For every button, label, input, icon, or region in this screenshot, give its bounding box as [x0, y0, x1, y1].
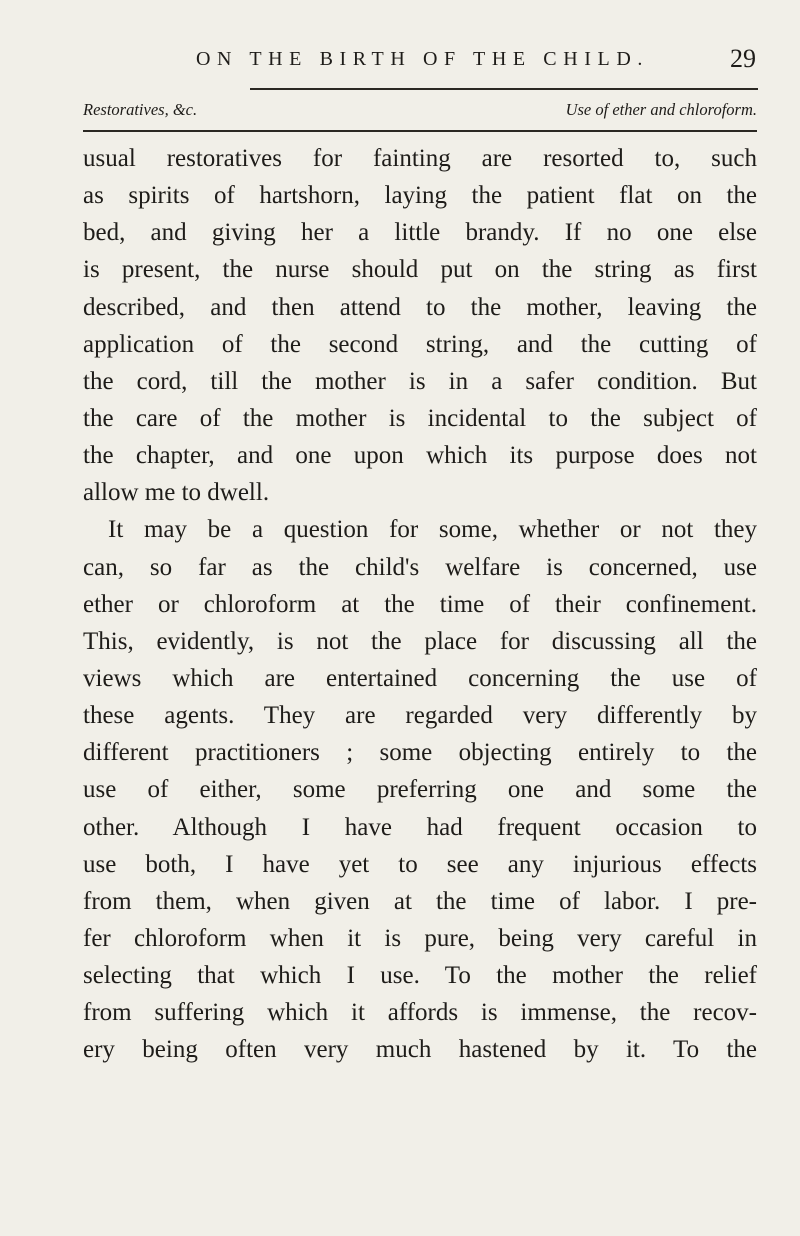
sidenote-left: Restoratives, &c.	[83, 100, 198, 119]
text-line: as spirits of hartshorn, laying the patient flat on the	[83, 182, 757, 210]
text-line: This, evidently, is not the place for discussing all the	[83, 627, 757, 655]
paragraph	[83, 140, 757, 511]
text-line: the chapter, and one upon which its purpose does not	[83, 442, 757, 470]
text-line: from them, when given at the time of labor. I pre-	[83, 887, 757, 915]
header-rule	[250, 88, 758, 90]
text-line: application of the second string, and the cutting of	[83, 330, 757, 358]
text-line: views which are entertained concerning the use of	[83, 664, 757, 692]
running-head	[196, 44, 756, 74]
text-line: is present, the nurse should put on the string as first	[83, 256, 757, 284]
sidenote-right: Use of ether and chloroform.	[565, 100, 757, 119]
text-line: from suffering which it affords is immense, the recov-	[83, 999, 757, 1027]
text-line: other. Although I have had frequent occasion to	[83, 813, 757, 841]
text-line: use of either, some preferring one and some the	[83, 776, 757, 804]
text-line: described, and then attend to the mother, leaving the	[83, 293, 757, 321]
page-number: 29	[730, 44, 756, 73]
text-line: different practitioners ; some objecting entirely to the	[83, 739, 757, 767]
sidenote-bar	[83, 99, 757, 121]
text-line: It may be a question for some, whether or not they	[108, 516, 757, 544]
text-line: use both, I have yet to see any injurious effects	[83, 850, 757, 878]
text-line: can, so far as the child's welfare is concerned, use	[83, 553, 757, 581]
paragraph	[83, 511, 757, 1068]
text-line: usual restoratives for fainting are resorted to, such	[83, 145, 757, 172]
body-text	[83, 140, 757, 1069]
text-line: bed, and giving her a little brandy. If no one else	[83, 219, 757, 247]
running-title: ON THE BIRTH OF THE CHILD.	[196, 48, 649, 70]
text-line: fer chloroform when it is pure, being very careful in	[83, 924, 757, 952]
text-line: allow me to dwell.	[83, 479, 270, 507]
text-line: selecting that which I use. To the mother the relief	[83, 962, 757, 990]
text-line: ether or chloroform at the time of their confinement.	[83, 590, 757, 618]
text-line: these agents. They are regarded very differently by	[83, 702, 757, 730]
text-line: the care of the mother is incidental to the subject of	[83, 404, 757, 432]
text-line: the cord, till the mother is in a safer condition. But	[83, 367, 757, 395]
sidenote-rule	[83, 130, 757, 132]
text-line: ery being often very much hastened by it. To the	[83, 1036, 757, 1064]
